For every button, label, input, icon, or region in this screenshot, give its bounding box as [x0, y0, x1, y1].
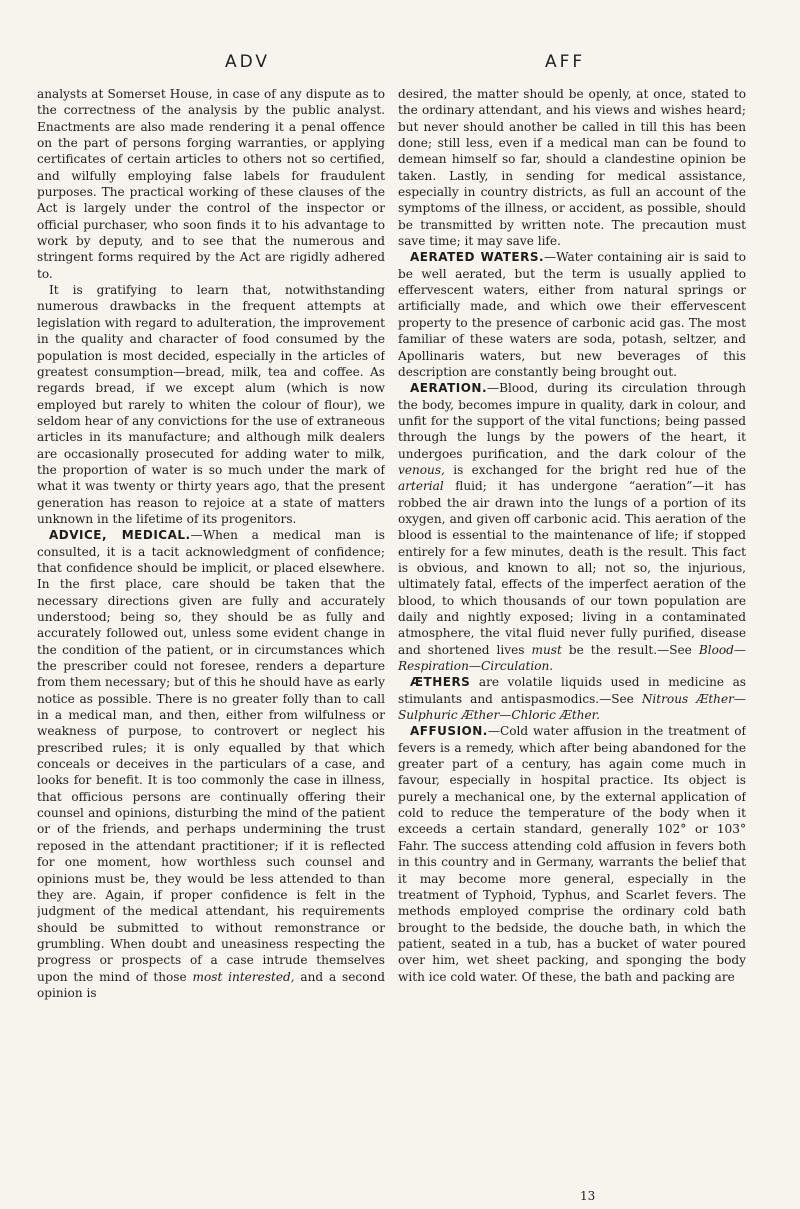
entry-aethers [398, 674, 746, 723]
aeration-text-d: be the result.—See [561, 642, 699, 657]
paragraph-adulteration: It is gratifying to learn that, notwithstanding numerous drawbacks in the frequent attempts at legislation with regard to adulteration, the improvement in the quality and character of food consumed by the population is most decided, especially in the articles of greatest consumption—bread, milk, tea and coffee. As regards bread, if we except alum (which is now employed but rarely to whiten the colour of flour), we seldom hear of any convictions for the use of extraneous articles in its manufacture; and although milk dealers are occasionally prosecuted for adding water to milk, the proportion of water is so much under the mark of what it was twenty or thirty years ago, that the present generation has reason to rejoice at a state of matters unknown in the lifetime of its progenitors. [37, 283, 385, 526]
affusion-text: —Cold water affusion in the treatment of fevers is a remedy, which after being abandoned for the greater part of a century, has again come much in favour, especially in hospital practice. Its object is purely a mechanical one, by the external application of cold to reduce the temperature of the body when it exceeds a certain standard, generally 102° or 103° Fahr. The success attending cold affusion in fevers both in this country and in Germany, warrants the belief that it may become more general, especially in the treatment of Typhoid, Typhus, and Scarlet fevers. The methods employed comprise the ordinary cold bath brought to the bedside, the douche bath, in which the patient, seated in a tub, has a bucket of water poured over him, wet sheet packing, and sponging the body with ice cold water. Of these, the bath and packing are [398, 724, 746, 984]
aethers-text: are volatile liquids used in medicine as stimulants and antispasmodics.—See [398, 675, 746, 706]
advice-text-end: and a second opinion is [37, 969, 385, 1000]
headword-aeration: AERATION. [410, 381, 488, 396]
aeration-italic-must: must [531, 642, 562, 657]
header-left-guide-word: ADV [225, 52, 271, 72]
advice-italic: most interested, [192, 969, 295, 984]
aeration-italic-venous: venous, [398, 462, 445, 477]
page-number: 13 [580, 1189, 596, 1203]
entry-aerated-waters [398, 249, 746, 380]
aeration-italic-arterial: arterial [398, 479, 444, 494]
aeration-crossref: Blood—Respiration—Circulation. [398, 642, 746, 674]
entry-affusion [398, 723, 746, 985]
aeration-text-b: is exchanged for the bright red hue of the [444, 462, 746, 477]
entry-advice-medical [37, 527, 385, 1001]
aeration-text-a: —Blood, during its circulation through the body, becomes impure in quality, dark in colour, and unfit for the support of the vital functions; being passed through the lungs by the powers of the heart, it undergoes purification, and the dark colour of the [398, 381, 746, 461]
header-right-guide-word: AFF [545, 52, 586, 72]
headword-aethers: ÆTHERS [410, 675, 471, 690]
paragraph-somerset-house: analysts at Somerset House, in case of any dispute as to the correctness of the analysis by the public analyst. Enactments are also made rendering it a penal offence on the part of persons forging warranties, or applying certificates of certain articles to others not so certified, and wilfully employing false labels for fraudulent purposes. The practical working of these clauses of the Act is largely under the control of the inspector or official purchaser, who soon finds it to his advantage to work by deputy, and to see that the numerous and stringent forms required by the Act are rigidly adhered to. [37, 87, 385, 281]
entry-aeration [398, 380, 746, 674]
advice-text: —When a medical man is consulted, it is a tacit acknowledgment of confidence; that confidence should be implicit, or placed elsewhere. In the first place, care should be taken that the necessary directions given are fully and accurately understood; being so, they should be as fully and accurately followed out, unless some evident change in the condition of the patient, or in circumstances which the prescriber could not foresee, renders a departure from them necessary; but of this he should have as early notice as possible. There is no greater folly than to call in a medical man, and then, either from wilfulness or weakness of purpose, to controvert or neglect his prescribed rules; it is only equalled by that which conceals or deceives in the particulars of a case, and looks for benefit. It is too commonly the case in illness, that officious persons are continually offering their counsel and opinions, disturbing the mind of the patient or of the friends, and perhaps undermining the trust reposed in the attendant practitioner; if it is reflected for one moment, how worthless such counsel and opinions must be, they would be less attended to than they are. Again, if proper confidence is felt in the judgment of the medical attendant, his requirements should be submitted to without remonstrance or grumbling. When doubt and uneasiness respecting the progress or prospects of a case intrude themselves upon the mind of those [37, 528, 385, 984]
running-header [0, 52, 800, 76]
paragraph-advice-continued: desired, the matter should be openly, at once, stated to the ordinary attendant, and his views and wishes heard; but never should another be called in till this has been done; still less, even if a medical man can be found to demean himself so far, should a clandestine opinion be taken. Lastly, in sending for medical assistance, especially in country districts, as full an account of the symptoms of the illness, or accident, as possible, should be transmitted by written note. The precaution must save time; it may save life. [398, 87, 746, 249]
aerated-text: —Water containing air is said to be well aerated, but the term is usually applied to effervescent waters, either from natural springs or artificially made, and which owe their effervescent property to the presence of carbonic acid gas. The most familiar of these waters are soda, potash, seltzer, and Apollinaris waters, but new beverages of this description are constantly being brought out. [398, 250, 746, 379]
headword-advice-medical: ADVICE, MEDICAL. [49, 528, 191, 543]
right-column [398, 86, 746, 1166]
headword-aerated-waters: AERATED WATERS. [410, 250, 545, 265]
left-column [37, 86, 385, 1166]
aethers-crossref: Nitrous Æther—Sulphuric Æther—Chloric Æther. [398, 691, 746, 723]
aeration-text-c: fluid; it has undergone “aeration”—it has robbed the air drawn into the lungs of a portion of its oxygen, and given off carbonic acid. This aeration of the blood is essential to the maintenance of life; if stopped entirely for a few minutes, death is the result. This fact is obvious, and known to all; not so, the injurious, ultimately fatal, effects of the imperfect aeration of the blood, to which thousands of our town population are daily and nightly exposed; living in a contaminated atmosphere, the vital fluid never fully purified, disease and shortened lives [398, 479, 746, 657]
headword-affusion: AFFUSION. [410, 724, 488, 739]
